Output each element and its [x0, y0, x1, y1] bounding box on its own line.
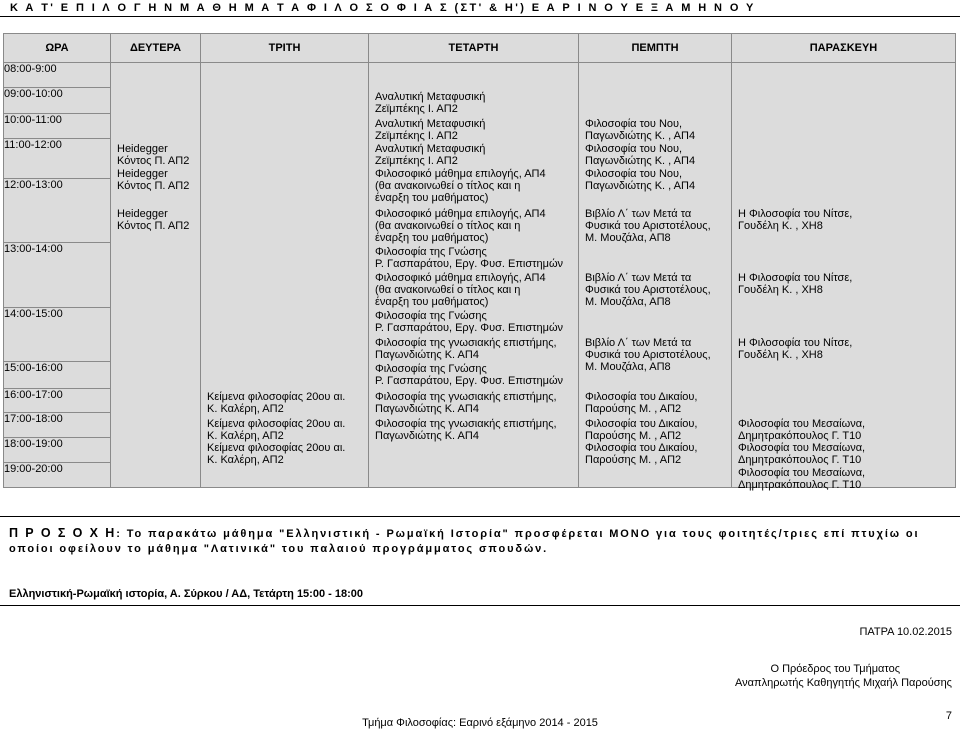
course-entry: Heidegger Κόντος Π. ΑΠ2	[117, 168, 190, 193]
course-entry: Φιλοσοφία του Νου, Παγωνδιώτης Κ. , ΑΠ4	[585, 168, 696, 193]
time-cell: 16:00-17:00	[4, 389, 111, 413]
friday-column	[732, 63, 956, 492]
course-entry: Φιλοσοφία της Γνώσης Ρ. Γασπαράτου, Εργ. Φυσ. Επιστημών	[375, 310, 564, 335]
notice-text: : Το παρακάτω μάθημα "Ελληνιστική - Ρωμαϊκή Ιστορία" προσφέρεται ΜΟΝΟ για τους φοιτητές/τριες επί πτυχίω οι οποίοι οφείλουν το μάθημα "Λατινικά" του παλαιού προγράμματος σπουδών.	[9, 528, 920, 555]
header-wednesday: ΤΕΤΑΡΤΗ	[369, 34, 579, 63]
time-cell: 18:00-19:00	[4, 438, 111, 463]
time-cell: 08:00-9:00	[4, 63, 111, 88]
course-entry: Κείμενα φιλοσοφίας 20ου αι. Κ. Καλέρη, ΑΠ2	[207, 418, 346, 443]
course-entry: Βιβλίο Λ΄ των Μετά τα Φυσικά του Αριστοτέλους, Μ. Μουζάλα, ΑΠ8	[585, 208, 711, 245]
course-entry: Φιλοσοφικό μάθημα επιλογής, ΑΠ4 (θα ανακοινωθεί ο τίτλος και η έναρξη του μαθήματος)	[375, 208, 546, 245]
course-entry: Η Φιλοσοφία του Νίτσε, Γουδέλη Κ. , ΧΗ8	[738, 337, 853, 362]
course-entry: Φιλοσοφία του Μεσαίωνα, Δημητρακόπουλος Γ. Τ10	[738, 418, 866, 443]
section-divider	[0, 605, 960, 606]
thursday-column	[579, 63, 732, 488]
title-divider	[0, 16, 960, 17]
section-divider	[0, 516, 960, 517]
course-entry: Φιλοσοφία της γνωσιακής επιστήμης, Παγωνδιώτης Κ. ΑΠ4	[375, 418, 557, 443]
monday-column	[111, 63, 201, 488]
course-entry: Φιλοσοφία της γνωσιακής επιστήμης, Παγωνδιώτης Κ. ΑΠ4	[375, 337, 557, 362]
tuesday-column	[201, 63, 369, 488]
course-entry: Φιλοσοφικό μάθημα επιλογής, ΑΠ4 (θα ανακοινωθεί ο τίτλος και η έναρξη του μαθήματος)	[375, 168, 546, 205]
course-entry: Φιλοσοφία του Νου, Παγωνδιώτης Κ. , ΑΠ4	[585, 143, 696, 168]
course-entry: Φιλοσοφία της Γνώσης Ρ. Γασπαράτου, Εργ. Φυσ. Επιστημών	[375, 363, 564, 388]
table-row	[4, 63, 956, 88]
course-entry: Φιλοσοφία του Δικαίου, Παρούσης Μ. , ΑΠ2	[585, 418, 698, 443]
header-monday: ΔΕΥΤΕΡΑ	[111, 34, 201, 63]
course-entry: Heidegger Κόντος Π. ΑΠ2	[117, 208, 190, 233]
header-tuesday: ΤΡΙΤΗ	[201, 34, 369, 63]
header-row	[4, 34, 956, 63]
course-entry: Αναλυτική Μεταφυσική Ζεϊμπέκης Ι. ΑΠ2	[375, 91, 486, 116]
course-entry: Η Φιλοσοφία του Νίτσε, Γουδέλη Κ. , ΧΗ8	[738, 208, 853, 233]
page-number: 7	[945, 710, 952, 722]
time-cell: 12:00-13:00	[4, 179, 111, 243]
course-entry: Βιβλίο Λ΄ των Μετά τα Φυσικά του Αριστοτέλους, Μ. Μουζάλα, ΑΠ8	[585, 337, 711, 374]
header-thursday: ΠΕΜΠΤΗ	[579, 34, 732, 63]
course-entry: Φιλοσοφικό μάθημα επιλογής, ΑΠ4 (θα ανακοινωθεί ο τίτλος και η έναρξη του μαθήματος)	[375, 272, 546, 309]
signature-name: Αναπληρωτής Καθηγητής Μιχαήλ Παρούσης	[735, 677, 952, 689]
date-line: ΠΑΤΡΑ 10.02.2015	[859, 626, 952, 638]
time-cell: 09:00-10:00	[4, 88, 111, 114]
footer-text: Τμήμα Φιλοσοφίας: Εαρινό εξάμηνο 2014 - 2015	[362, 717, 598, 729]
wednesday-column	[369, 63, 579, 488]
time-cell: 14:00-15:00	[4, 308, 111, 362]
hellenistic-course-line: Ελληνιστική-Ρωμαϊκή ιστορία, Α. Σύρκου / ΑΔ, Τετάρτη 15:00 - 18:00	[9, 588, 363, 600]
course-entry: Κείμενα φιλοσοφίας 20ου αι. Κ. Καλέρη, ΑΠ2	[207, 391, 346, 416]
course-entry: Φιλοσοφία του Μεσαίωνα, Δημητρακόπουλος Γ. Τ10	[738, 467, 866, 492]
schedule-table	[3, 33, 956, 492]
time-cell: 10:00-11:00	[4, 114, 111, 139]
course-entry: Φιλοσοφία της Γνώσης Ρ. Γασπαράτου, Εργ. Φυσ. Επιστημών	[375, 246, 564, 271]
course-entry: Φιλοσοφία του Νου, Παγωνδιώτης Κ. , ΑΠ4	[585, 118, 696, 143]
notice-lead: Π Ρ Ο Σ Ο Χ Η	[9, 526, 117, 540]
page-title: Κ Α Τ' Ε Π Ι Λ Ο Γ Η Ν Μ Α Θ Η Μ Α Τ Α Φ Ι Λ Ο Σ Ο Φ Ι Α Σ (ΣΤ' & Η') Ε Α Ρ Ι Ν Ο Υ Ε Ξ Α Μ Η Ν Ο Υ	[10, 2, 756, 14]
course-entry: Αναλυτική Μεταφυσική Ζεϊμπέκης Ι. ΑΠ2	[375, 143, 486, 168]
time-cell: 11:00-12:00	[4, 139, 111, 179]
time-cell: 17:00-18:00	[4, 413, 111, 438]
time-cell: 15:00-16:00	[4, 362, 111, 389]
notice-paragraph	[9, 526, 949, 557]
time-cell: 13:00-14:00	[4, 243, 111, 308]
course-entry: Βιβλίο Λ΄ των Μετά τα Φυσικά του Αριστοτέλους, Μ. Μουζάλα, ΑΠ8	[585, 272, 711, 309]
course-entry: Κείμενα φιλοσοφίας 20ου αι. Κ. Καλέρη, ΑΠ2	[207, 442, 346, 467]
course-entry: Φιλοσοφία της γνωσιακής επιστήμης, Παγωνδιώτης Κ. ΑΠ4	[375, 391, 557, 416]
course-entry: Heidegger Κόντος Π. ΑΠ2	[117, 143, 190, 168]
course-entry: Η Φιλοσοφία του Νίτσε, Γουδέλη Κ. , ΧΗ8	[738, 272, 853, 297]
course-entry: Αναλυτική Μεταφυσική Ζεϊμπέκης Ι. ΑΠ2	[375, 118, 486, 143]
course-entry: Φιλοσοφία του Δικαίου, Παρούσης Μ. , ΑΠ2	[585, 442, 698, 467]
signature-title: Ο Πρόεδρος του Τμήματος	[770, 663, 900, 675]
header-friday: ΠΑΡΑΣΚΕΥΗ	[732, 34, 956, 63]
course-entry: Φιλοσοφία του Δικαίου, Παρούσης Μ. , ΑΠ2	[585, 391, 698, 416]
time-cell: 19:00-20:00	[4, 463, 111, 488]
course-entry: Φιλοσοφία του Μεσαίωνα, Δημητρακόπουλος Γ. Τ10	[738, 442, 866, 467]
header-hour: ΩΡΑ	[4, 34, 111, 63]
